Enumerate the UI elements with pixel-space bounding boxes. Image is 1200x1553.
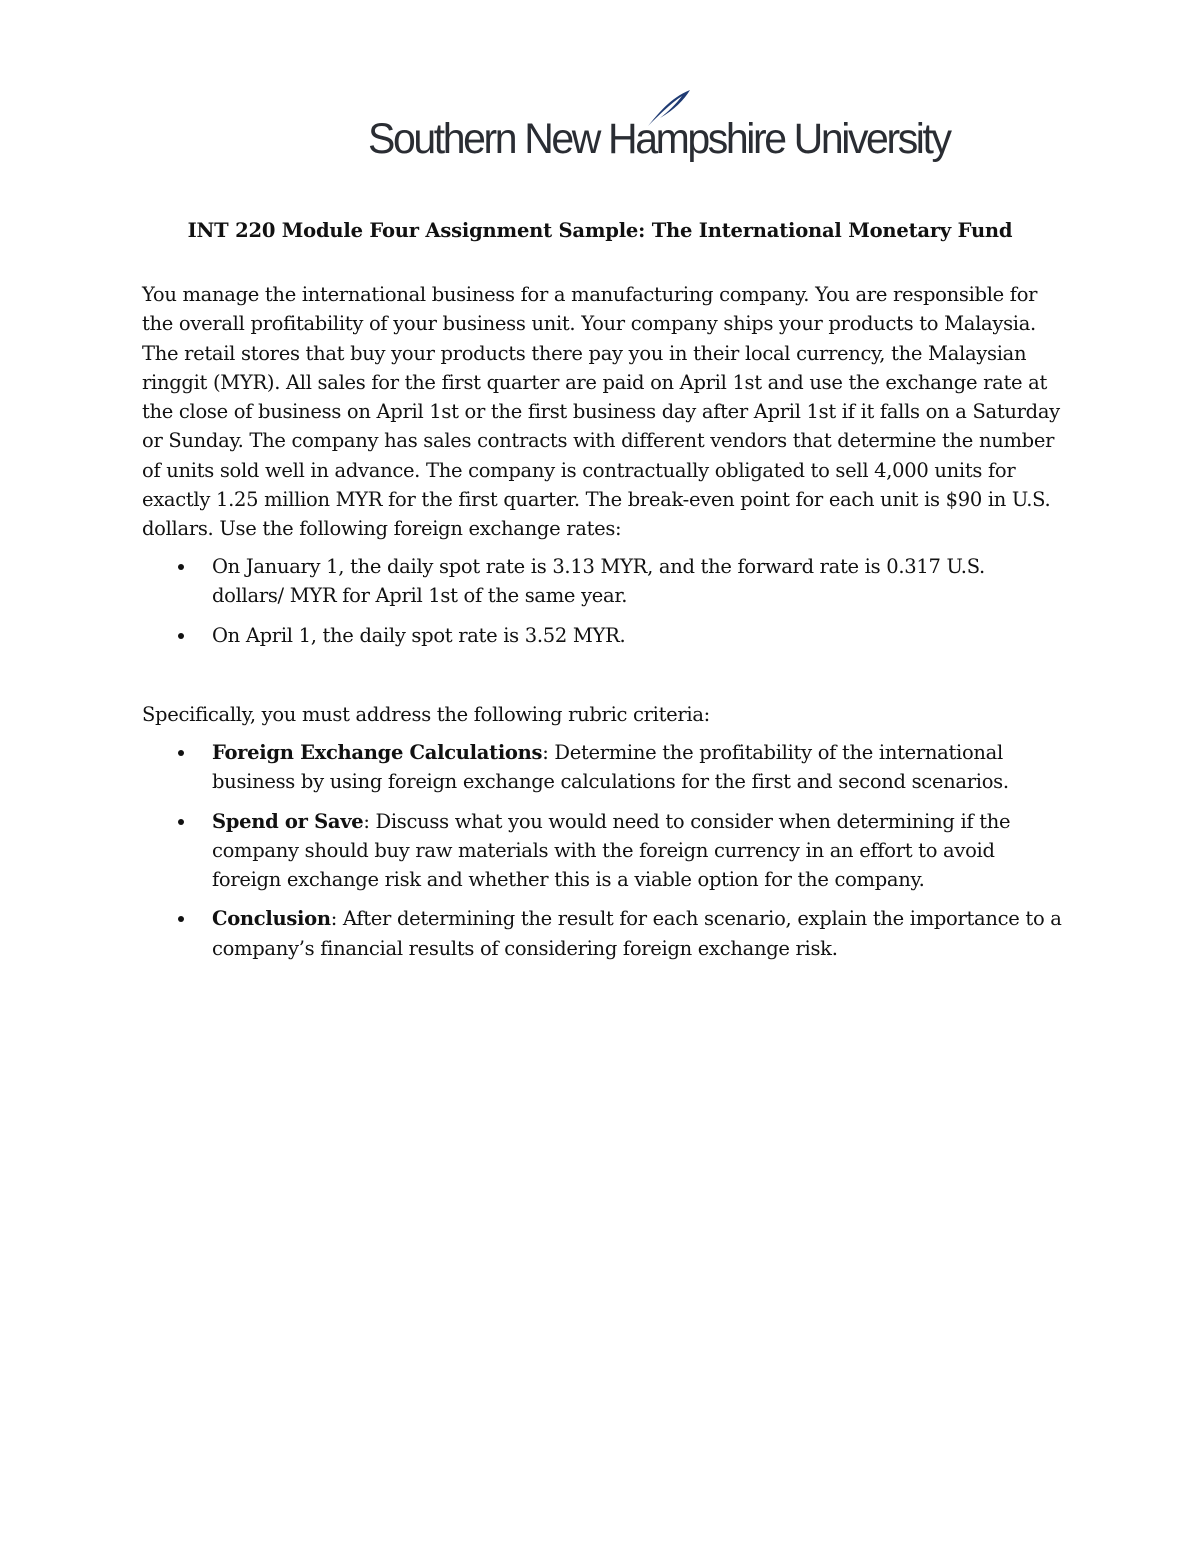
bullet-icon [178,750,184,756]
list-item [142,552,1062,611]
criterion-text: : After determining the result for each scenario, explain the importance to a company’s financial results of considering foreign exchange risk. [212,907,1062,960]
list-item [142,738,1062,797]
rate-text: On January 1, the daily spot rate is 3.13 MYR, and the forward rate is 0.317 U.S. dollars/ MYR for April 1st of the same year. [212,555,985,608]
criterion-term: Conclusion [212,907,331,931]
bullet-icon [178,819,184,825]
criterion-term: Foreign Exchange Calculations [212,741,543,764]
criterion-text: : Discuss what you would need to consider when determining if the company should buy raw materials with the foreign currency in an effort to avoid foreign exchange risk and whether this is a viable option for the company. [212,809,1011,892]
criterion-text: : Determine the profitability of the international business by using foreign exchange calculations for the first and second scenarios. [212,741,1009,794]
university-logo [368,88,950,170]
list-item [142,621,1062,650]
logo-wordmark: Southern New Hampshire University [368,114,950,163]
page-title: INT 220 Module Four Assignment Sample: The International Monetary Fund [187,219,1013,242]
exchange-rates-list [142,552,1062,660]
bullet-icon [178,633,184,639]
intro-paragraph: You manage the international business for a manufacturing company. You are responsible for the overall profitability of your business unit. Your company ships your products to Malaysia. The retail stores that buy your products there pay you in their local currency, the Malaysian ringgit (MYR). All sales for the first quarter are paid on April 1st and use the exchange rate at the close of business on April 1st or the first business day after April 1st if it falls on a Saturday or Sunday. The company has sales contracts with different vendors that determine the number of units sold well in advance. The company is contractually obligated to sell 4,000 units for exactly 1.25 million MYR for the first quarter. The break-even point for each unit is $90 in U.S. dollars. Use the following foreign exchange rates: [142,283,1060,541]
criteria-intro: Specifically, you must address the following rubric criteria: [142,703,710,726]
rate-text: On April 1, the daily spot rate is 3.52 MYR. [212,623,626,647]
list-item [142,904,1062,963]
bullet-icon [178,916,184,922]
bullet-icon [178,564,184,570]
criterion-term: Spend or Save [212,809,364,833]
list-item [142,807,1062,895]
rubric-criteria-list [142,738,1062,973]
